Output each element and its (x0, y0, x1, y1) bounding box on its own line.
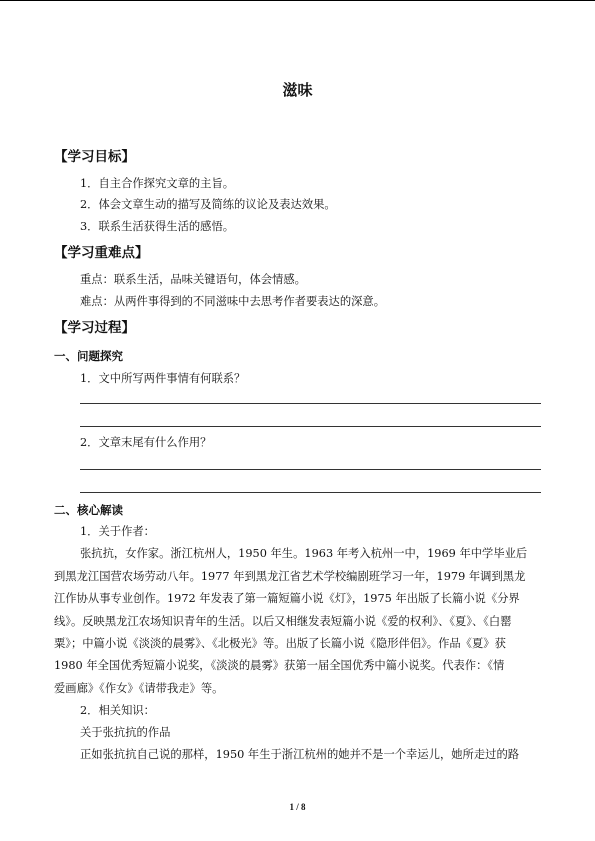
paragraph-line: 江作协从事专业创作。1972 年发表了第一篇短篇小说《灯》，1975 年出版了长篇小说《分界 (54, 592, 520, 605)
works-title: 关于张抗抗的作品 (80, 726, 171, 739)
keypoints-heading: 【学习重难点】 (54, 245, 149, 261)
goal-item: 1．自主合作探究文章的主旨。 (80, 177, 235, 190)
page-number: 1 / 8 (289, 802, 306, 812)
goal-item: 2．体会文章生动的描写及简练的议论及表达效果。 (80, 198, 336, 211)
answer-line (80, 426, 541, 427)
paragraph-line: 到黑龙江国营农场劳动八年。1977 年到黑龙江省艺术学校编剧班学习一年，1979 年调到黑龙 (54, 570, 526, 583)
paragraph-line: 线》。反映黑龙江农场知识青年的生活。以后又相继发表短篇小说《爱的权利》、《夏》、《白罂 (54, 615, 512, 628)
page-title: 滋味 (282, 81, 313, 99)
paragraph-line: 张抗抗，女作家。浙江杭州人，1950 年生。1963 年考入杭州一中，1969 年中学毕业后 (80, 547, 528, 560)
top-rule (0, 0, 595, 1)
part1-heading: 一、问题探究 (54, 349, 123, 363)
works-paragraph-line: 正如张抗抗自己说的那样，1950 年生于浙江杭州的她并不是一个幸运儿，她所走过的路 (80, 748, 520, 761)
keypoint-item: 重点：联系生活，品味关键语句，体会情感。 (80, 273, 306, 286)
sub-heading-author: 1．关于作者： (80, 525, 155, 538)
paragraph-line: 粟》；中篇小说《淡淡的晨雾》、《北极光》等。出版了长篇小说《隐形伴侣》。作品《夏》获 (54, 637, 506, 650)
part2-heading: 二、核心解读 (54, 503, 123, 517)
goal-item: 3．联系生活获得生活的感悟。 (80, 220, 235, 233)
question-1: 1．文中所写两件事情有何联系？ (80, 372, 246, 385)
answer-line (80, 403, 541, 404)
goals-heading: 【学习目标】 (54, 149, 135, 165)
paragraph-line: 1980 年全国优秀短篇小说奖，《淡淡的晨雾》获第一届全国优秀中篇小说奖。代表作：《情 (54, 659, 505, 672)
question-2: 2．文章末尾有什么作用？ (80, 436, 212, 449)
answer-line (80, 492, 541, 493)
paragraph-line: 爱画廊》《作女》《请带我走》等。 (54, 682, 224, 695)
answer-line (80, 469, 541, 470)
keypoint-item: 难点：从两件事得到的不同滋味中去思考作者要表达的深意。 (80, 295, 386, 308)
process-heading: 【学习过程】 (54, 320, 135, 336)
sub-heading-knowledge: 2．相关知识： (80, 704, 155, 717)
